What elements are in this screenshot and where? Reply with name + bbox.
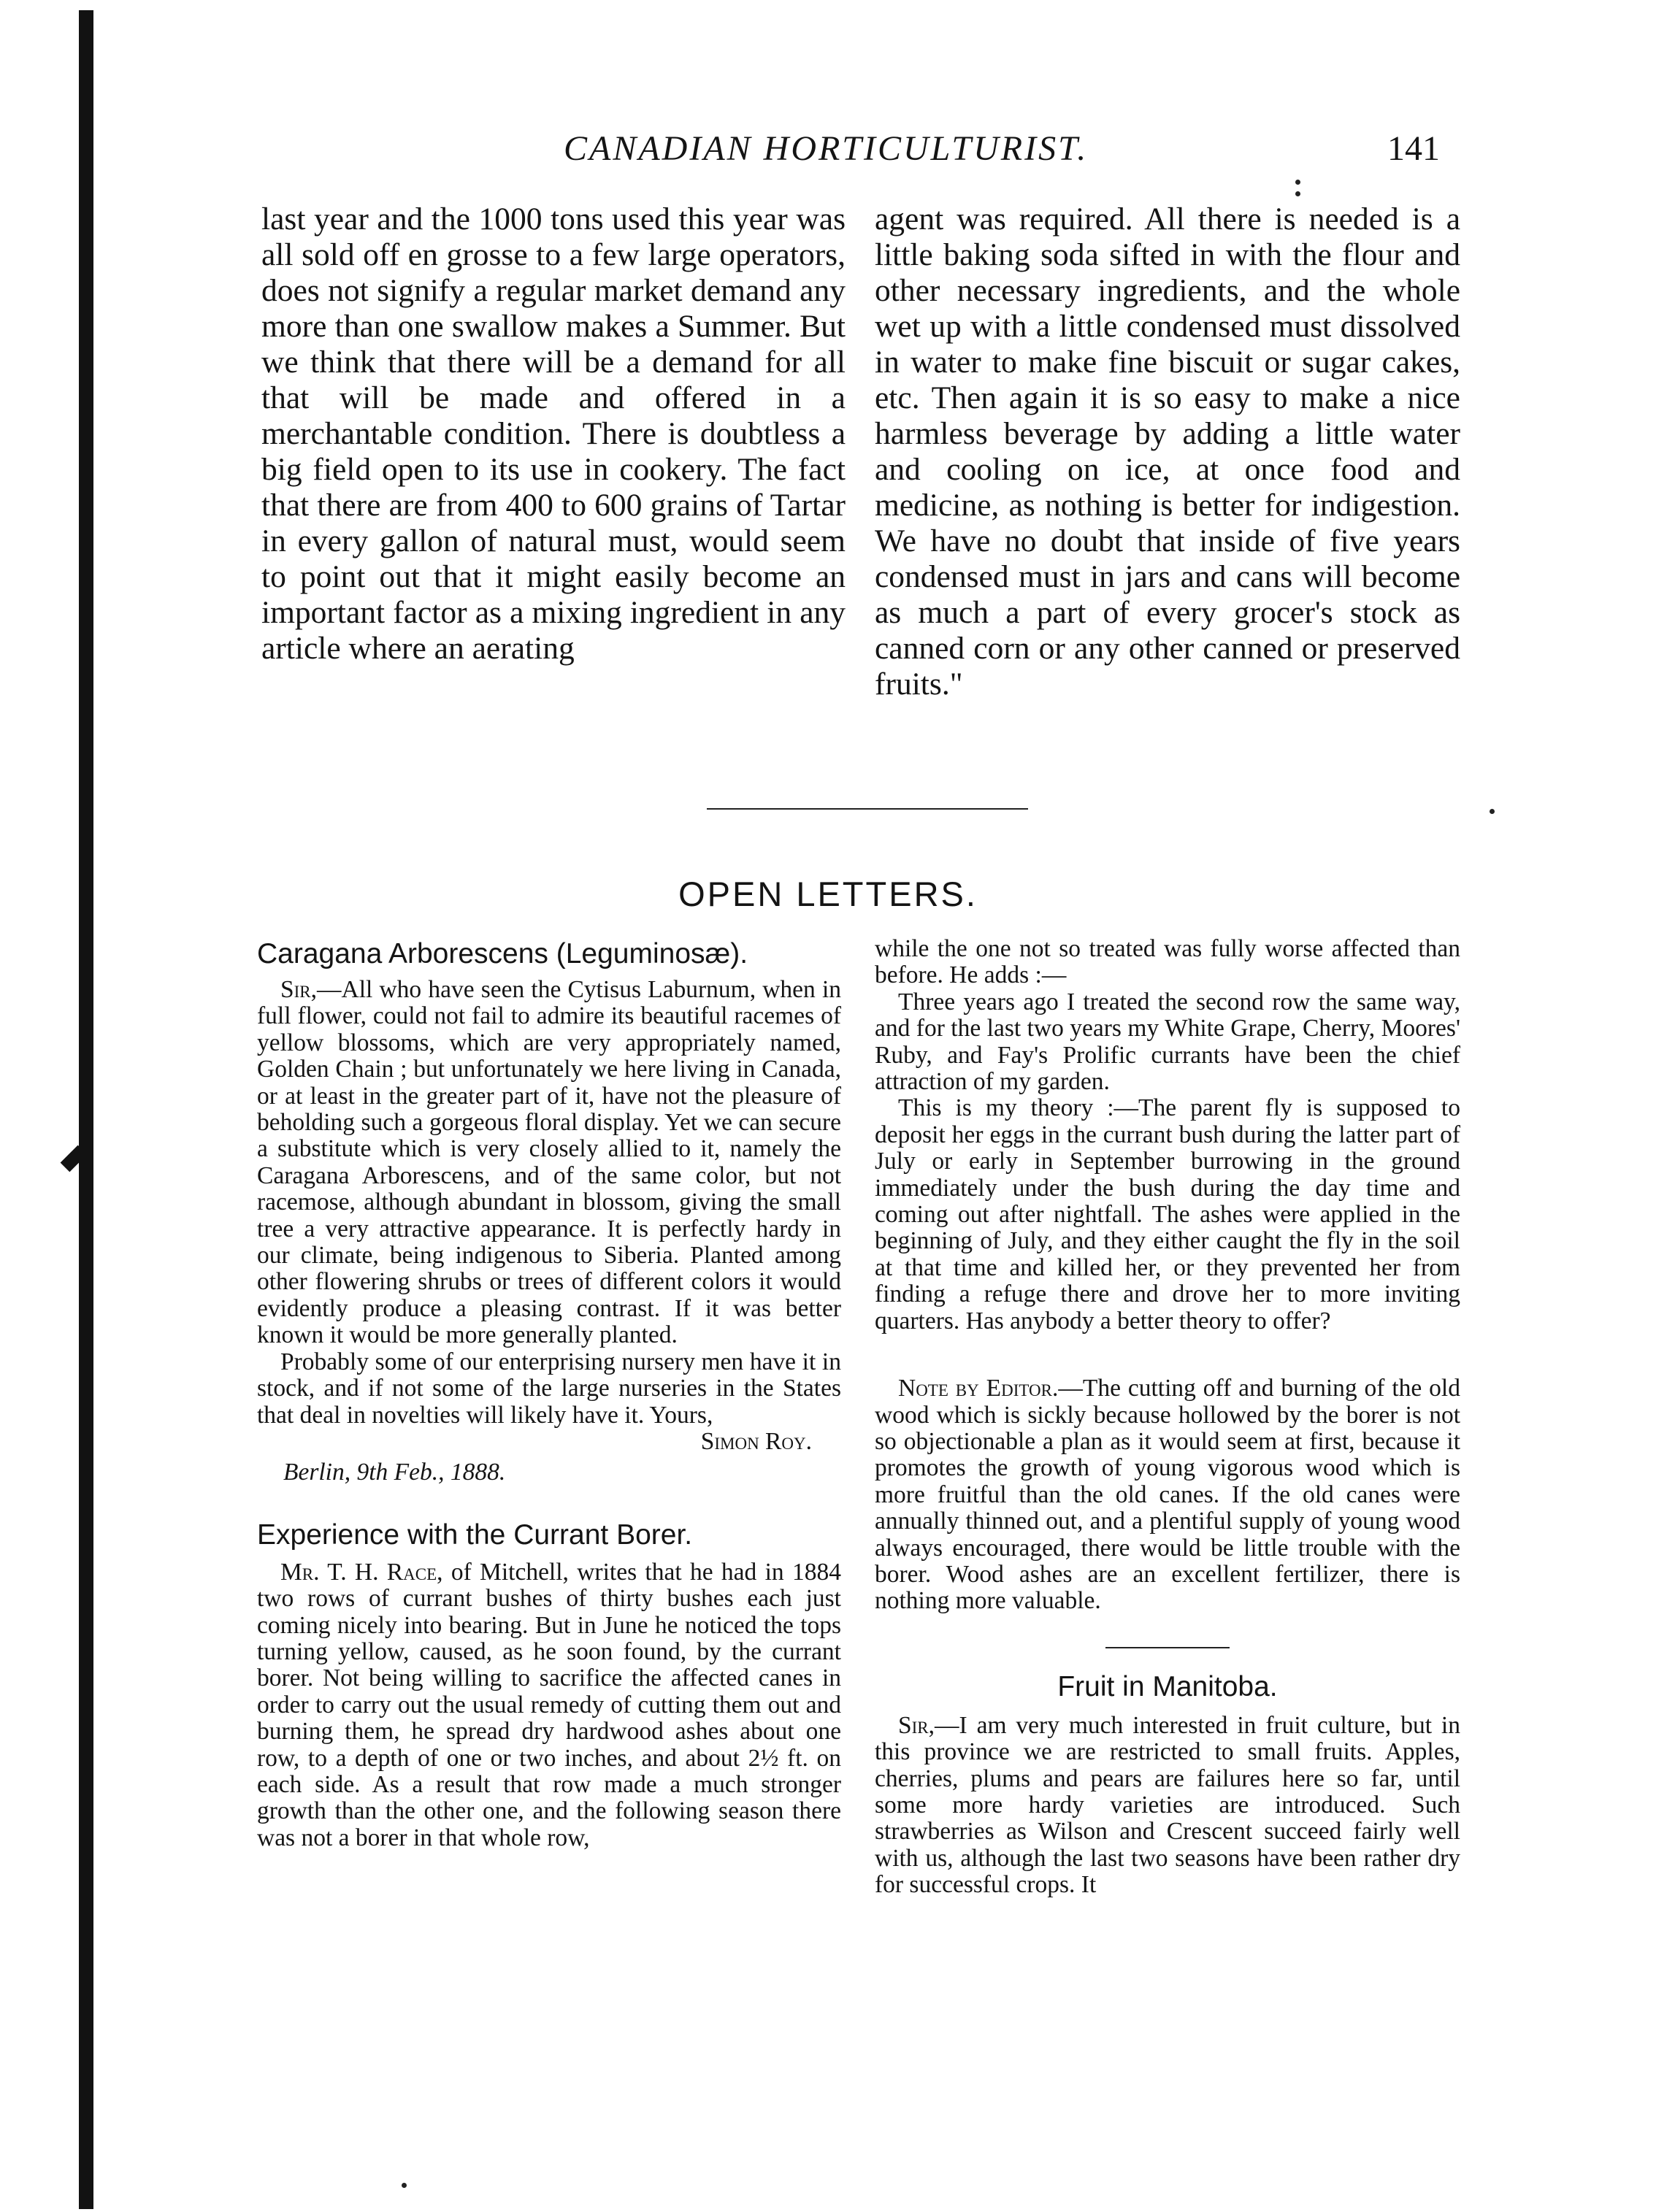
caragana-body-2: Probably some of our enterprising nursery men have it in stock, and if not some of the large nurseries in the States that deal in novelties will likely have it. Yours, — [257, 1348, 841, 1429]
page-number: 141 — [1387, 129, 1440, 168]
section-divider — [707, 808, 1028, 810]
top-article-right-column — [875, 201, 1460, 702]
top-article-left-text: last year and the 1000 tons used this year was all sold off en grosse to a few large operators, does not signify a regular market demand any more than one swallow makes a Summer. But we think that there will be a demand for all that will be made and offered in a merchantable condition. There is doubtless a big field open to its use in cookery. The fact that there are from 400 to 600 grains of Tartar in every gallon of natural must, would seem to point out that it might easily become an important factor as a mixing ingredient in any article where an aerating — [261, 201, 846, 666]
currant-borer-body-2: while the one not so treated was fully worse affected than before. He adds :— — [875, 935, 1460, 989]
speck-mark — [1295, 180, 1300, 185]
currant-borer-body-1: , of Mitchell, writes that he had in 1884 two rows of currant bushes of thirty bushes each just coming nicely into bearing. But in June he noticed the tops turning yellow, caused, as he soon found, by the currant borer. Not being willing to sacrifice the affected canes in order to carry out the usual remedy of cutting them out and burning them, he spread dry hardwood ashes about one row, to a depth of one or two inches, and about 2½ ft. on each side. As a result that row made a much stronger growth than the other one, and the following season there was not a borer in that whole row, — [257, 1558, 841, 1851]
page-edge-shadow — [79, 10, 93, 2209]
running-title: CANADIAN HORTICULTURIST. — [564, 129, 1089, 168]
currant-borer-paragraph — [257, 1559, 841, 1851]
letters-left-column — [257, 936, 841, 1851]
currant-borer-body-3: Three years ago I treated the second row the same way, and for the last two years my White Grape, Cherry, Moores' Ruby, and Fay's Prolific currants have been the chief attraction of my garden. — [875, 988, 1460, 1096]
manitoba-heading: Fruit in Manitoba. — [1057, 1670, 1278, 1702]
caragana-heading: Caragana Arborescens (Leguminosæ). — [257, 938, 748, 969]
currant-borer-body-4: This is my theory :—The parent fly is supposed to deposit her eggs in the currant bush during the latter part of July or early in September burrowing in the ground immediately under the bush during the day time and coming out after nightfall. The ashes were applied in the beginning of July, and they either caught the fly in the soil at that time and killed her, or they prevented her from finding a refuge there and drove her to more inviting quarters. Has anybody a better theory to offer? — [875, 1094, 1460, 1335]
top-article-right-text: agent was required. All there is needed is a little baking soda sifted in with the flour and other necessary ingredients, and the whole wet up with a little condensed must dissolved in water to make fine biscuit or sugar cakes, etc. Then again it is so easy to make a nice harmless beverage by adding a little water and cooling on ice, at once food and medicine, as nothing is better for indigestion. We have no doubt that inside of five years condensed must in jars and cans will become as much a part of every grocer's stock as canned corn or any other canned or preserved fruits." — [875, 201, 1460, 702]
manitoba-paragraph — [875, 1713, 1460, 1899]
speck-mark — [402, 2183, 407, 2188]
currant-borer-author: Mr. T. H. Race — [280, 1558, 437, 1586]
manitoba-body: —I am very much interested in fruit culture, but in this province we are restricted to small fruits. Apples, cherries, plums and pears are failures here so far, until some more hardy varieties are introduced. Such strawberries as Wilson and Crescent succeed fairly well with us, although the last two seasons have been rather dry for successful crops. It — [875, 1711, 1460, 1899]
page-header — [0, 128, 1656, 187]
manitoba-salutation: Sir, — [898, 1711, 935, 1739]
caragana-signature: Simon Roy. — [700, 1427, 812, 1455]
caragana-dateline: Berlin, 9th Feb., 1888. — [283, 1459, 506, 1486]
editor-note-label: Note by Editor. — [898, 1375, 1059, 1402]
top-article-left-column — [261, 201, 846, 667]
caragana-salutation: Sir, — [280, 976, 318, 1003]
currant-borer-heading: Experience with the Currant Borer. — [257, 1518, 693, 1551]
speck-mark — [1490, 809, 1495, 814]
section-title-open-letters: OPEN LETTERS. — [678, 875, 978, 913]
caragana-paragraph — [257, 977, 841, 1349]
letters-right-column — [875, 936, 1460, 1899]
editor-note-body: —The cutting off and burning of the old wood which is sickly because hollowed by the borer is not so objectionable a plan as it would seem at first, because it promotes the growth of young vigorous wood which is more fruitful than the old canes. If the old canes were annually thinned out, and a plentiful supply of young wood always encouraged, there would be little trouble with the borer. Wood ashes are an excellent fertilizer, there is nothing more valuable. — [875, 1375, 1460, 1615]
speck-mark — [1295, 191, 1300, 196]
editor-note — [875, 1375, 1460, 1615]
caragana-body-1: —All who have seen the Cytisus Laburnum, when in full flower, could not fail to admire its beautiful racemes of yellow blossoms, which are very appropriately named, Golden Chain ; but unfortunately we here living in Canada, or at least in the greater part of it, have not the pleasure of beholding such a gorgeous floral display. Yet we can secure a substitute which is very closely allied to it, namely the Caragana Arborescens, and of the same color, but not racemose, although abundant in blossom, giving the small tree a very attractive appearance. It is perfectly hardy in our climate, being indigenous to Siberia. Planted among other flowering shrubs or trees of different colors it would evidently produce a pleasing contrast. If it was better known it would be more generally planted. — [257, 976, 841, 1349]
article-divider — [1105, 1647, 1230, 1648]
